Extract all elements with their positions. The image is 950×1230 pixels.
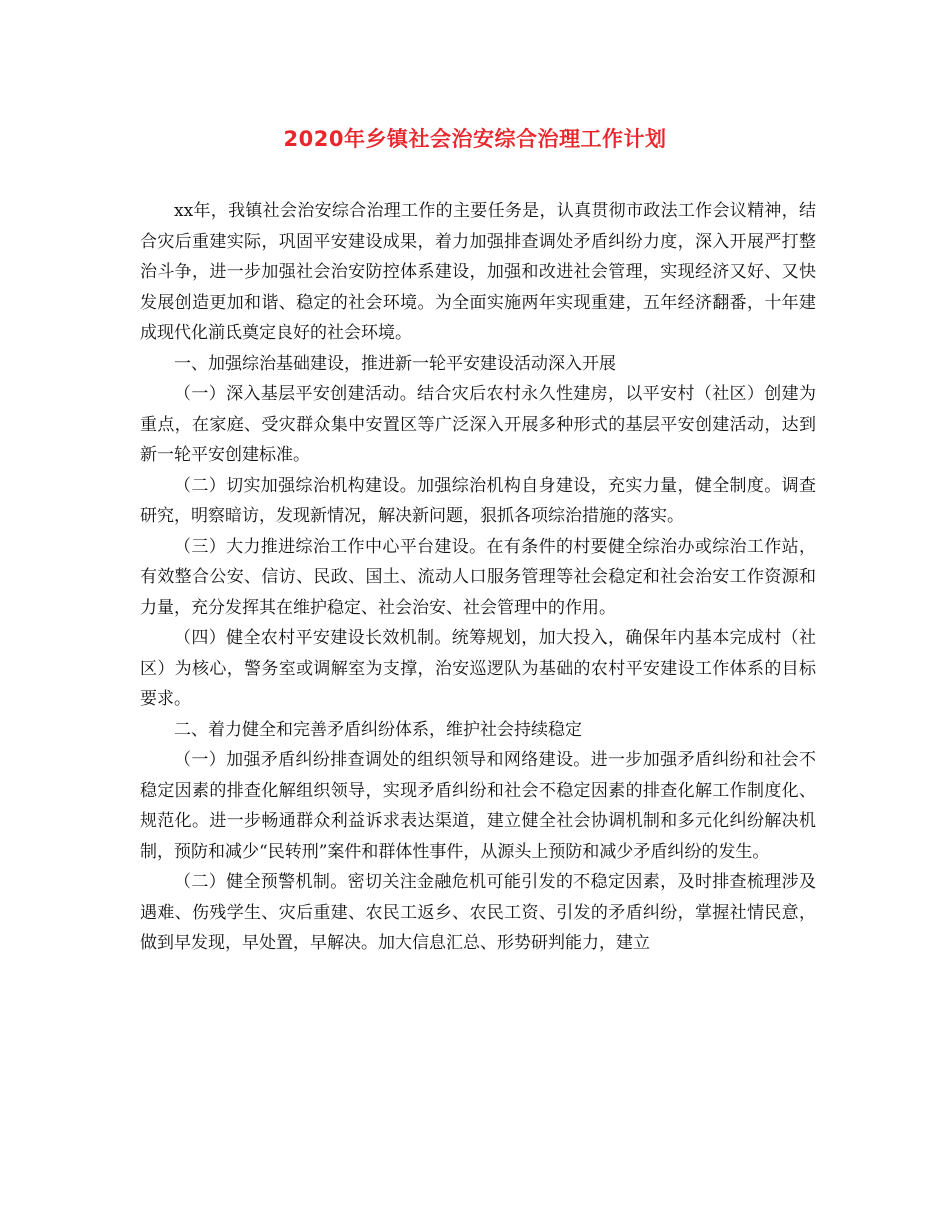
section-heading-1: 一、加强综治基础建设，推进新一轮平安建设活动深入开展 — [174, 353, 616, 374]
paragraph-intro: xx年，我镇社会治安综合治理工作的主要任务是，认真贯彻市政法工作会议精神，结合灾后重建实际，巩固平安建设成果，着力加强排查调处矛盾纠纷力度，深入开展严打整治斗争，进一步加强社会治安防控体系建设，加强和改进社会管理，实现经济又好、又快发展创造更加和谐、稳定的社会环境。为全面实施两年实现重建，五年经济翻番，十年建成现代化湔氐奠定良好的社会环境。 — [140, 201, 816, 343]
paragraph-1-4: （四）健全农村平安建设长效机制。统筹规划，加大投入，确保年内基本完成村（社区）为核心，警务室或调解室为支撑，治安巡逻队为基础的农村平安建设工作体系的目标要求。 — [140, 628, 816, 709]
section-heading-2: 二、着力健全和完善矛盾纠纷体系，维护社会持续稳定 — [174, 719, 582, 740]
paragraph-1-1: （一）深入基层平安创建活动。结合灾后农村永久性建房，以平安村（社区）创建为重点，在家庭、受灾群众集中安置区等广泛深入开展多种形式的基层平安创建活动，达到新一轮平安创建标准。 — [140, 384, 816, 465]
document-body — [140, 196, 816, 959]
document-title: 2020年乡镇社会治安综合治理工作计划 — [283, 127, 667, 151]
paragraph-1-2: （二）切实加强综治机构建设。加强综治机构自身建设，充实力量，健全制度。调查研究，明察暗访，发现新情况，解决新问题，狠抓各项综治措施的落实。 — [140, 475, 816, 526]
paragraph-1-3: （三）大力推进综治工作中心平台建设。在有条件的村要健全综治办或综治工作站，有效整合公安、信访、民政、国土、流动人口服务管理等社会稳定和社会治安工作资源和力量，充分发挥其在维护稳定、社会治安、社会管理中的作用。 — [140, 536, 816, 618]
paragraph-2-1: （一）加强矛盾纠纷排查调处的组织领导和网络建设。进一步加强矛盾纠纷和社会不稳定因素的排查化解组织领导，实现矛盾纠纷和社会不稳定因素的排查化解工作制度化、规范化。进一步畅通群众利益诉求表达渠道，建立健全社会协调机制和多元化纠纷解决机制，预防和减少“民转刑”案件和群体性事件，从源头上预防和减少矛盾纠纷的发生。 — [140, 750, 816, 862]
paragraph-2-2: （二）健全预警机制。密切关注金融危机可能引发的不稳定因素，及时排查梳理涉及遇难、伤残学生、灾后重建、农民工返乡、农民工资、引发的矛盾纠纷，掌握社情民意，做到早发现，早处置，早解决。加大信息汇总、形势研判能力，建立 — [140, 872, 816, 953]
